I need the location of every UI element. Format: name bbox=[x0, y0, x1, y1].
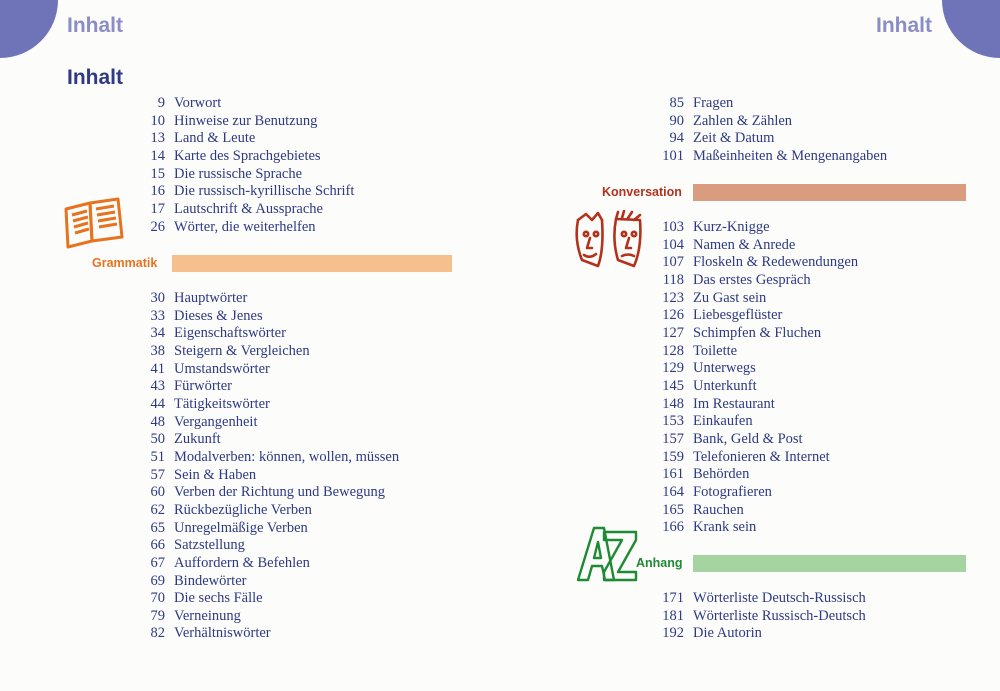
toc-entry bbox=[655, 130, 887, 148]
toc-page-number: 67 bbox=[150, 554, 165, 571]
open-book-icon bbox=[60, 195, 128, 249]
toc-entry-title: Zu Gast sein bbox=[693, 289, 767, 306]
toc-page-number: 50 bbox=[150, 431, 165, 448]
toc-entry bbox=[655, 360, 858, 378]
toc-page-number: 57 bbox=[150, 466, 165, 483]
toc-page-number: 60 bbox=[150, 484, 165, 501]
toc-page-number: 181 bbox=[662, 607, 684, 624]
toc-entry bbox=[655, 307, 858, 325]
toc-entry-title: Toilette bbox=[693, 342, 738, 359]
page-title: Inhalt bbox=[67, 66, 123, 89]
toc-entry-title: Die Autorin bbox=[693, 625, 762, 642]
toc-page-number: 9 bbox=[157, 95, 165, 111]
toc-entry bbox=[140, 449, 399, 467]
toc-page-number: 107 bbox=[662, 254, 684, 271]
section-label-konversation: Konversation bbox=[602, 185, 682, 199]
toc-entry-title: Kurz-Knigge bbox=[693, 219, 770, 235]
a-z-letters-icon bbox=[574, 522, 640, 588]
toc-entry bbox=[140, 308, 399, 326]
toc-entry-title: Liebesgeflüster bbox=[693, 307, 783, 324]
toc-page-number: 145 bbox=[662, 377, 684, 394]
toc-entry bbox=[140, 625, 399, 643]
toc-entry bbox=[140, 537, 399, 555]
toc-entry bbox=[140, 343, 399, 361]
toc-entry-title: Einkaufen bbox=[693, 413, 753, 430]
toc-page-number: 69 bbox=[150, 572, 165, 589]
toc-page-number: 103 bbox=[662, 219, 684, 235]
toc-entry bbox=[655, 272, 858, 290]
toc-page-number: 17 bbox=[150, 200, 165, 217]
toc-entry bbox=[140, 431, 399, 449]
toc-entry bbox=[655, 219, 858, 237]
toc-entry bbox=[655, 590, 866, 608]
corner-decoration-left bbox=[0, 0, 58, 58]
toc-page-number: 164 bbox=[662, 483, 684, 500]
running-head-right: Inhalt bbox=[876, 14, 932, 37]
toc-page-number: 33 bbox=[150, 307, 165, 324]
toc-page-number: 66 bbox=[150, 537, 165, 554]
toc-entry-title: Hinweise zur Benutzung bbox=[174, 112, 318, 129]
toc-page-number: 70 bbox=[150, 590, 165, 607]
toc-entry-title: Zahlen & Zählen bbox=[693, 112, 793, 129]
toc-entry bbox=[655, 343, 858, 361]
toc-entry bbox=[140, 95, 354, 113]
toc-entry-title: Karte des Sprachgebietes bbox=[174, 147, 321, 164]
toc-entry-title: Vorwort bbox=[174, 95, 222, 111]
toc-page-number: 79 bbox=[150, 607, 165, 624]
toc-page-number: 15 bbox=[150, 165, 165, 182]
toc-page-number: 41 bbox=[150, 360, 165, 377]
toc-entry-title: Wörter, die weiterhelfen bbox=[174, 218, 316, 235]
toc-entry bbox=[140, 520, 399, 538]
toc-page-number: 16 bbox=[150, 183, 165, 200]
toc-entry-title: Dieses & Jenes bbox=[174, 307, 263, 324]
toc-entry-title: Verben der Richtung und Bewegung bbox=[174, 484, 386, 501]
toc-entry-title: Tätigkeitswörter bbox=[174, 395, 270, 412]
toc-page-number: 148 bbox=[662, 395, 684, 412]
toc-entry bbox=[655, 449, 858, 467]
toc-entry-title: Fürwörter bbox=[174, 378, 232, 395]
toc-entry-title: Floskeln & Redewendungen bbox=[693, 254, 859, 271]
toc-page-number: 85 bbox=[669, 95, 684, 111]
toc-entry bbox=[655, 625, 866, 643]
toc-entry-title: Auffordern & Befehlen bbox=[174, 554, 310, 571]
toc-entry-title: Namen & Anrede bbox=[693, 236, 796, 253]
toc-entry-title: Bindewörter bbox=[174, 572, 247, 589]
talking-faces-icon bbox=[572, 210, 648, 272]
toc-entry-title: Unterwegs bbox=[693, 360, 756, 377]
toc-entry bbox=[655, 608, 866, 626]
toc-entry-title: Zukunft bbox=[174, 431, 221, 448]
toc-right-top-list bbox=[655, 95, 887, 166]
toc-page-number: 44 bbox=[150, 395, 165, 412]
toc-entry bbox=[140, 502, 399, 520]
toc-page-number: 127 bbox=[662, 324, 684, 341]
toc-page-number: 157 bbox=[662, 430, 684, 447]
toc-entry bbox=[140, 467, 399, 485]
toc-entry bbox=[140, 378, 399, 396]
toc-entry bbox=[655, 484, 858, 502]
toc-entry-title: Bank, Geld & Post bbox=[693, 430, 803, 447]
toc-intro-list bbox=[140, 95, 354, 236]
toc-entry-title: Lautschrift & Aussprache bbox=[174, 200, 323, 217]
toc-entry bbox=[140, 573, 399, 591]
toc-entry-title: Modalverben: können, wollen, müssen bbox=[174, 448, 400, 465]
toc-entry bbox=[655, 95, 887, 113]
toc-page-number: 104 bbox=[662, 236, 684, 253]
toc-entry bbox=[655, 325, 858, 343]
toc-entry-title: Vergangenheit bbox=[174, 413, 258, 430]
toc-entry-title: Hauptwörter bbox=[174, 290, 248, 306]
toc-page-number: 94 bbox=[669, 130, 684, 147]
toc-page-number: 51 bbox=[150, 448, 165, 465]
toc-page-number: 128 bbox=[662, 342, 684, 359]
toc-page-number: 62 bbox=[150, 501, 165, 518]
toc-entry bbox=[140, 555, 399, 573]
toc-page-number: 14 bbox=[150, 147, 165, 164]
toc-entry-title: Eigenschaftswörter bbox=[174, 325, 286, 342]
toc-entry-title: Das erstes Gespräch bbox=[693, 271, 811, 288]
toc-page-number: 126 bbox=[662, 307, 684, 324]
section-bar-anhang bbox=[693, 555, 966, 572]
toc-entry-title: Zeit & Datum bbox=[693, 130, 775, 147]
toc-entry bbox=[140, 130, 354, 148]
toc-entry bbox=[655, 113, 887, 131]
toc-page-number: 10 bbox=[150, 112, 165, 129]
toc-page-number: 165 bbox=[662, 501, 684, 518]
toc-entry-title: Verneinung bbox=[174, 607, 241, 624]
toc-entry bbox=[655, 502, 858, 520]
toc-page-number: 123 bbox=[662, 289, 684, 306]
toc-entry-title: Rauchen bbox=[693, 501, 744, 518]
toc-entry bbox=[655, 378, 858, 396]
toc-entry-title: Die russisch-kyrillische Schrift bbox=[174, 183, 355, 200]
toc-entry bbox=[655, 237, 858, 255]
toc-entry-title: Schimpfen & Fluchen bbox=[693, 324, 822, 341]
toc-entry-title: Verhältniswörter bbox=[174, 625, 271, 642]
toc-entry-title: Steigern & Vergleichen bbox=[174, 342, 310, 359]
toc-entry-title: Unterkunft bbox=[693, 377, 757, 394]
toc-entry bbox=[655, 519, 858, 537]
toc-page-number: 34 bbox=[150, 325, 165, 342]
toc-entry bbox=[140, 590, 399, 608]
toc-anhang-list bbox=[655, 590, 866, 643]
toc-entry-title: Sein & Haben bbox=[174, 466, 257, 483]
toc-entry bbox=[140, 183, 354, 201]
section-label-anhang: Anhang bbox=[636, 556, 683, 570]
toc-entry-title: Maßeinheiten & Mengenangaben bbox=[693, 147, 888, 164]
toc-entry bbox=[140, 608, 399, 626]
toc-page-number: 48 bbox=[150, 413, 165, 430]
toc-entry-title: Umstandswörter bbox=[174, 360, 270, 377]
toc-page-number: 43 bbox=[150, 378, 165, 395]
toc-page-number: 129 bbox=[662, 360, 684, 377]
toc-entry bbox=[140, 414, 399, 432]
toc-entry bbox=[140, 219, 354, 237]
toc-entry-title: Telefonieren & Internet bbox=[693, 448, 830, 465]
toc-grammatik-list bbox=[140, 290, 399, 643]
toc-entry bbox=[140, 166, 354, 184]
toc-entry-title: Land & Leute bbox=[174, 130, 256, 147]
toc-page-number: 30 bbox=[150, 290, 165, 306]
toc-entry-title: Die sechs Fälle bbox=[174, 590, 263, 607]
toc-entry-title: Unregelmäßige Verben bbox=[174, 519, 308, 536]
toc-page-number: 153 bbox=[662, 413, 684, 430]
section-bar-grammatik bbox=[172, 255, 452, 272]
toc-page-number: 166 bbox=[662, 519, 684, 536]
toc-entry bbox=[140, 484, 399, 502]
toc-entry-title: Satzstellung bbox=[174, 537, 245, 554]
toc-page-number: 26 bbox=[150, 218, 165, 235]
toc-entry bbox=[655, 148, 887, 166]
toc-entry-title: Rückbezügliche Verben bbox=[174, 501, 312, 518]
toc-page-number: 82 bbox=[150, 625, 165, 642]
toc-entry bbox=[655, 396, 858, 414]
toc-entry-title: Fotografieren bbox=[693, 483, 772, 500]
toc-page-number: 90 bbox=[669, 112, 684, 129]
toc-entry-title: Wörterliste Deutsch-Russisch bbox=[693, 590, 866, 606]
section-label-grammatik: Grammatik bbox=[92, 256, 158, 270]
toc-page-number: 38 bbox=[150, 342, 165, 359]
toc-entry bbox=[140, 201, 354, 219]
toc-entry-title: Behörden bbox=[693, 466, 750, 483]
toc-entry bbox=[140, 148, 354, 166]
toc-konversation-list bbox=[655, 219, 858, 537]
toc-entry bbox=[655, 254, 858, 272]
toc-entry bbox=[140, 396, 399, 414]
toc-page-number: 159 bbox=[662, 448, 684, 465]
toc-entry bbox=[140, 113, 354, 131]
section-bar-konversation bbox=[693, 184, 966, 201]
toc-entry bbox=[655, 413, 858, 431]
toc-page-number: 65 bbox=[150, 519, 165, 536]
toc-entry-title: Im Restaurant bbox=[693, 395, 775, 412]
toc-entry bbox=[655, 290, 858, 308]
toc-page-number: 192 bbox=[662, 625, 684, 642]
toc-page-number: 171 bbox=[662, 590, 684, 606]
toc-entry-title: Wörterliste Russisch-Deutsch bbox=[693, 607, 866, 624]
toc-page-number: 13 bbox=[150, 130, 165, 147]
running-head-left: Inhalt bbox=[67, 14, 123, 37]
toc-entry bbox=[140, 290, 399, 308]
toc-page-number: 118 bbox=[662, 271, 684, 288]
toc-entry bbox=[655, 431, 858, 449]
toc-entry-title: Fragen bbox=[693, 95, 734, 111]
toc-entry bbox=[655, 466, 858, 484]
toc-page-number: 161 bbox=[662, 466, 684, 483]
toc-entry-title: Krank sein bbox=[693, 519, 757, 536]
toc-page-number: 101 bbox=[662, 147, 684, 164]
toc-entry bbox=[140, 325, 399, 343]
toc-entry bbox=[140, 361, 399, 379]
corner-decoration-right bbox=[942, 0, 1000, 58]
toc-entry-title: Die russische Sprache bbox=[174, 165, 303, 182]
